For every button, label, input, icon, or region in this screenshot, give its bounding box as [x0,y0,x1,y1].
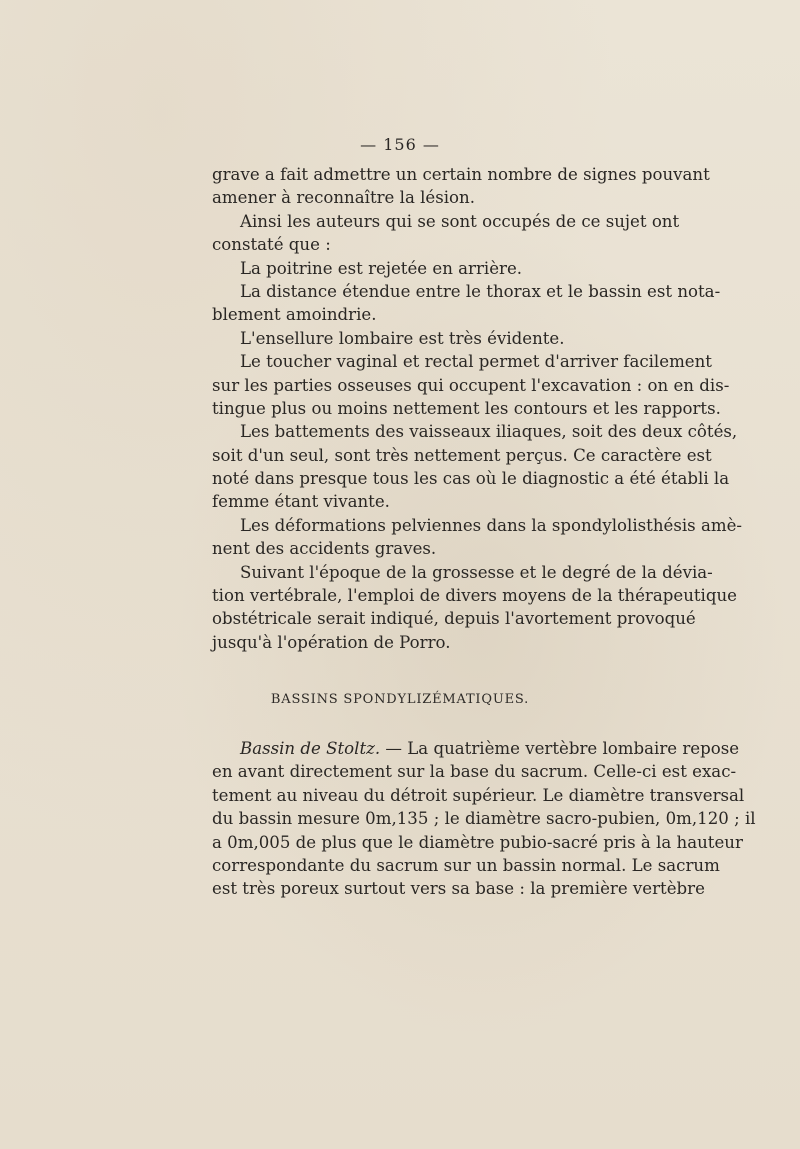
body-text-top [212,163,742,654]
text-line: amener à reconnaître la lésion. [212,188,476,208]
text-line: La poitrine est rejetée en arrière. [240,258,523,278]
text-line: constaté que : [212,235,331,255]
italic-lead: Bassin de Stoltz. [240,739,381,758]
text-line: jusqu'à l'opération de Porro. [212,632,451,652]
text-line: nent des accidents graves. [212,539,437,559]
text-line: noté dans presque tous les cas où le diagnostic a été établi la [212,469,730,489]
text-line: a 0m,005 de plus que le diamètre pubio-sacré pris à la hauteur [212,832,743,852]
text-line: soit d'un seul, sont très nettement perçus. Ce caractère est [212,445,712,465]
text-line: Les battements des vaisseaux iliaques, soit des deux côtés, [240,422,738,442]
text-line: tingue plus ou moins nettement les contours et les rapports. [212,398,721,418]
text-line: est très poreux surtout vers sa base : la première vertèbre [212,879,705,899]
text-line: sur les parties osseuses qui occupent l'excavation : on en dis- [212,375,730,395]
text-line: L'ensellure lombaire est très évidente. [240,328,565,348]
text-line: La distance étendue entre le thorax et le bassin est nota- [240,281,721,301]
text-line: Le toucher vaginal et rectal permet d'arriver facilement [240,352,712,372]
text-line: blement amoindrie. [212,305,377,325]
lead-rest: — La quatrième vertèbre lombaire repose [380,739,740,758]
text-line: obstétricale serait indiqué, depuis l'avortement provoqué [212,609,696,629]
text-line: femme étant vivante. [212,492,390,512]
text-line: Les déformations pelviennes dans la spondylolisthésis amè- [240,515,742,535]
text-line: Ainsi les auteurs qui se sont occupés de ce sujet ont [240,211,680,231]
text-line: Suivant l'époque de la grossesse et le degré de la dévia- [240,562,713,582]
section-heading: BASSINS SPONDYLIZÉMATIQUES. [270,692,530,707]
body-text-bottom [212,737,756,901]
text-line: en avant directement sur la base du sacrum. Celle-ci est exac- [212,762,737,782]
text-line: du bassin mesure 0m,135 ; le diamètre sacro-pubien, 0m,120 ; il [212,809,756,829]
text-line: grave a fait admettre un certain nombre de signes pouvant [212,165,710,184]
text-line [212,737,740,760]
text-line: correspondante du sacrum sur un bassin normal. Le sacrum [212,855,720,875]
text-line: tion vertébrale, l'emploi de divers moyens de la thérapeutique [212,586,737,606]
text-line: tement au niveau du détroit supérieur. Le diamètre transversal [212,785,745,805]
page-number: — 156 — [360,135,440,154]
